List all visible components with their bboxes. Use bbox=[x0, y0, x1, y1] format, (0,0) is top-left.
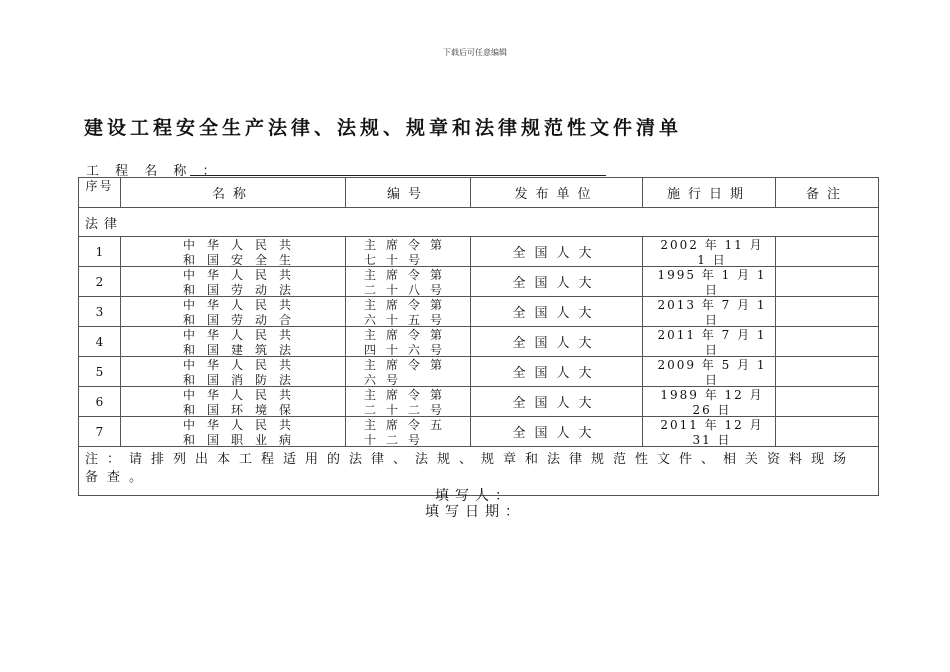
row-date: 2013 年 7 月 1 日 bbox=[657, 298, 767, 326]
row-code-cell bbox=[346, 387, 471, 417]
row-date: 1995 年 1 月 1 日 bbox=[657, 268, 767, 296]
header-code: 编号 bbox=[346, 178, 471, 208]
row-seq-cell bbox=[79, 267, 121, 297]
row-issuer-cell bbox=[471, 297, 643, 327]
row-issuer-cell bbox=[471, 237, 643, 267]
table-row bbox=[79, 237, 879, 267]
row-name-cell bbox=[121, 357, 346, 387]
row-date: 2009 年 5 月 1 日 bbox=[657, 358, 767, 386]
row-name: 中华人民共和国环境保 bbox=[183, 388, 304, 416]
row-name: 中华人民共和国安全生 bbox=[183, 238, 304, 266]
row-issuer-cell bbox=[471, 387, 643, 417]
page-header-note: 下载后可任意编辑 bbox=[443, 48, 507, 57]
row-name-cell bbox=[121, 387, 346, 417]
table-row bbox=[79, 297, 879, 327]
row-remark-cell bbox=[776, 267, 879, 297]
row-seq: 5 bbox=[95, 364, 104, 379]
row-issuer: 全国人大 bbox=[512, 366, 601, 381]
row-seq: 6 bbox=[95, 394, 104, 409]
row-name-cell bbox=[121, 297, 346, 327]
row-name: 中华人民共和国建筑法 bbox=[183, 328, 304, 356]
row-date-cell bbox=[643, 327, 776, 357]
regulations-table bbox=[78, 177, 879, 496]
header-seq: 序号 bbox=[79, 178, 121, 208]
row-seq-cell bbox=[79, 297, 121, 327]
row-issuer-cell bbox=[471, 327, 643, 357]
row-seq-cell bbox=[79, 237, 121, 267]
header-issuer: 发布单位 bbox=[471, 178, 643, 208]
row-seq-cell bbox=[79, 357, 121, 387]
row-issuer: 全国人大 bbox=[512, 246, 601, 261]
row-seq-cell bbox=[79, 417, 121, 447]
row-date-cell bbox=[643, 387, 776, 417]
row-seq: 7 bbox=[95, 424, 104, 439]
row-issuer-cell bbox=[471, 357, 643, 387]
row-issuer-cell bbox=[471, 417, 643, 447]
header-date: 施行日期 bbox=[643, 178, 776, 208]
row-code-cell bbox=[346, 417, 471, 447]
fill-date-label: 填写日期： bbox=[425, 504, 525, 520]
row-remark-cell bbox=[776, 237, 879, 267]
row-date-cell bbox=[643, 237, 776, 267]
row-name-cell bbox=[121, 327, 346, 357]
row-code-cell bbox=[346, 327, 471, 357]
row-remark-cell bbox=[776, 387, 879, 417]
row-name: 中华人民共和国劳动法 bbox=[183, 268, 304, 296]
section-label: 法律 bbox=[79, 208, 879, 237]
row-date-cell bbox=[643, 297, 776, 327]
row-code: 主席令第七十号 bbox=[364, 238, 452, 266]
row-remark-cell bbox=[776, 357, 879, 387]
row-seq: 2 bbox=[95, 274, 104, 289]
table-note: 注：请排列出本工程适用的法律、法规、规章和法律规范性文件、相关资料现场备查。 bbox=[79, 447, 879, 496]
row-date-cell bbox=[643, 357, 776, 387]
row-seq: 1 bbox=[95, 244, 104, 259]
row-date: 2011 年 7 月 1 日 bbox=[657, 328, 767, 356]
row-date: 1989 年 12 月 26 日 bbox=[660, 388, 764, 416]
row-code-cell bbox=[346, 297, 471, 327]
row-issuer: 全国人大 bbox=[512, 426, 601, 441]
document-title: 建设工程安全生产法律、法规、规章和法律规范性文件清单 bbox=[84, 117, 683, 139]
row-code-cell bbox=[346, 357, 471, 387]
row-issuer: 全国人大 bbox=[512, 276, 601, 291]
row-date: 2002 年 11 月 1 日 bbox=[660, 238, 764, 266]
row-remark-cell bbox=[776, 297, 879, 327]
row-remark-cell bbox=[776, 417, 879, 447]
row-code-cell bbox=[346, 237, 471, 267]
row-issuer-cell bbox=[471, 267, 643, 297]
row-issuer: 全国人大 bbox=[512, 306, 601, 321]
table-row bbox=[79, 387, 879, 417]
row-date-cell bbox=[643, 417, 776, 447]
row-code: 主席令第四十六号 bbox=[364, 328, 452, 356]
row-date-cell bbox=[643, 267, 776, 297]
row-code-cell bbox=[346, 267, 471, 297]
row-code: 主席令第六十五号 bbox=[364, 298, 452, 326]
row-code: 主席令第二十二号 bbox=[364, 388, 452, 416]
row-code: 主席令五十二号 bbox=[364, 418, 452, 446]
row-date: 2011 年 12 月 31 日 bbox=[660, 418, 764, 446]
row-name-cell bbox=[121, 417, 346, 447]
section-row bbox=[79, 208, 879, 237]
table-row bbox=[79, 357, 879, 387]
table-header-row bbox=[79, 178, 879, 208]
row-name: 中华人民共和国劳动合 bbox=[183, 298, 304, 326]
filler-label: 填写人： bbox=[435, 488, 515, 504]
row-seq-cell bbox=[79, 387, 121, 417]
row-name: 中华人民共和国职业病 bbox=[183, 418, 304, 446]
row-code: 主席令第六号 bbox=[364, 358, 452, 386]
row-issuer: 全国人大 bbox=[512, 336, 601, 351]
row-seq: 3 bbox=[95, 304, 104, 319]
row-code: 主席令第二十八号 bbox=[364, 268, 452, 296]
row-name-cell bbox=[121, 237, 346, 267]
table-row bbox=[79, 327, 879, 357]
table-row bbox=[79, 267, 879, 297]
row-seq-cell bbox=[79, 327, 121, 357]
table-row bbox=[79, 417, 879, 447]
header-remark: 备注 bbox=[776, 178, 879, 208]
row-seq: 4 bbox=[95, 334, 104, 349]
row-remark-cell bbox=[776, 327, 879, 357]
header-name: 名称 bbox=[121, 178, 346, 208]
project-name-underline bbox=[190, 175, 606, 176]
row-issuer: 全国人大 bbox=[512, 396, 601, 411]
project-name-label: 工 程 名 称 ： bbox=[86, 164, 222, 179]
row-name: 中华人民共和国消防法 bbox=[183, 358, 304, 386]
row-name-cell bbox=[121, 267, 346, 297]
